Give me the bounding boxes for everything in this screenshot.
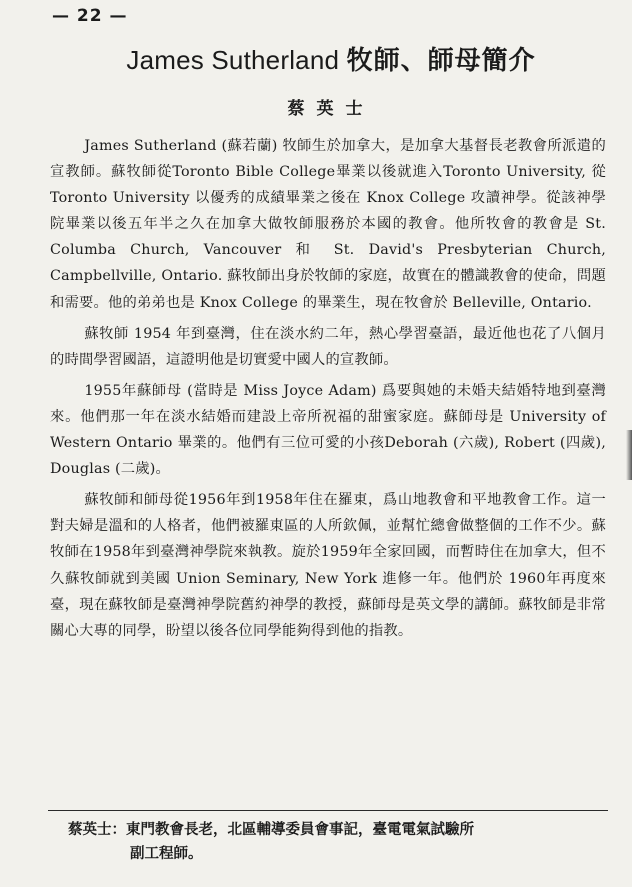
paragraph-1: James Sutherland (蘇若蘭) 牧師生於加拿大，是加拿大基督長老教會所派遣的宣教師。蘇牧師從Toronto Bible College畢業以後就進入Toronto University, 從 Toronto University 以優秀的成績畢業之後在 Knox College 攻讀神學。從該神學院畢業以後五年半之久在加拿大做牧師服務於本國的教會。他所牧會的教會是 St. Columba Church, Vancouver 和 St. David's Presbyterian Church, Campbellville, Ontario. 蘇牧師出身於牧師的家庭，故實在的體識教會的使命，問題和需要。他的弟弟也是 Knox College 的畢業生，現在牧會於 Belleville, Ontario. xyxy=(50,138,606,311)
paragraph-3: 1955年蘇師母 (當時是 Miss Joyce Adam) 爲要與她的未婚夫結婚特地到臺灣來。他們那一年在淡水結婚而建設上帝所祝福的甜蜜家庭。蘇師母是 University of Western Ontario 畢業的。他們有三位可愛的小孩Deborah (六歲), Robert (四歲), Douglas (二歲)。 xyxy=(50,382,606,478)
footnote-name: 蔡英士： xyxy=(68,821,126,838)
page-number: — 22 — xyxy=(52,6,128,26)
article-body xyxy=(50,133,606,649)
page-edge-shadow xyxy=(626,430,632,480)
footnote-line-2: 副工程師。 xyxy=(130,845,203,862)
article-title-latin: James Sutherland xyxy=(126,45,347,75)
article-title-cjk: 牧師、師母簡介 xyxy=(346,46,536,76)
article-title xyxy=(50,40,612,77)
footnote-line-1: 東門教會長老，北區輔導委員會事記，臺電電氣試驗所 xyxy=(126,821,474,838)
paragraph-4: 蘇牧師和師母從1956年到1958年住在羅東，爲山地教會和平地教會工作。這一對夫婦是溫和的人格者，他們被羅東區的人所欽佩，並幫忙總會做整個的工作不少。蘇牧師在1958年到臺灣神學院來執教。旋於1959年全家回國，而暫時住在加拿大，但不久蘇牧師就到美國 Union Seminary, New York 進修一年。他們於 1960年再度來臺，現在蘇牧師是臺灣神學院舊約神學的教授，蘇師母是英文學的講師。蘇牧師是非常關心大專的同學，盼望以後各位同學能夠得到他的指教。 xyxy=(50,492,606,639)
author-footnote xyxy=(68,818,588,866)
footnote-divider xyxy=(48,810,608,811)
paragraph-2: 蘇牧師 1954 年到臺灣，住在淡水約二年，熱心學習臺語，最近他也花了八個月的時間學習國語，這證明他是切實愛中國人的宣教師。 xyxy=(50,325,606,368)
author-byline: 蔡英士 xyxy=(287,99,375,119)
